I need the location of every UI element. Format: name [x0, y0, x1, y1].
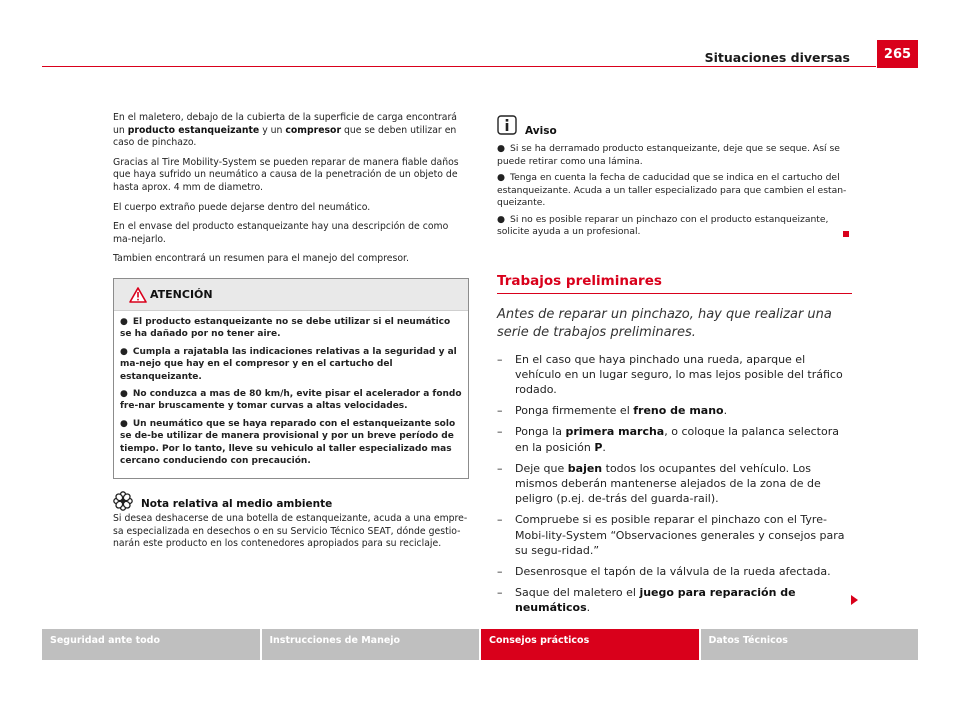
paragraph-intro: En el maletero, debajo de la cubierta de la superficie de carga encontrará un producto estanqueizante y un compresor que se deben utilizar en caso de pinchazo. — [113, 112, 458, 149]
warning-list — [114, 311, 468, 467]
paragraph-foreign-body: El cuerpo extraño puede dejarse dentro del neumático. — [113, 201, 371, 213]
section-intro: Antes de reparar un pinchazo, hay que realizar una serie de trabajos preliminares. — [497, 306, 832, 340]
environment-flower-icon — [113, 491, 133, 511]
section-title: Trabajos preliminares — [497, 273, 852, 294]
note-item: ● Si no es posible reparar un pinchazo con el producto estanqueizante, solicite ayuda a un profesional. — [497, 213, 829, 237]
warning-title: ATENCIÓN — [150, 287, 213, 301]
paragraph-tire-mobility: Gracias al Tire Mobility-System se pueden reparar de manera fiable daños que haya sufrido un neumático a causa de la penetración de un objeto de hasta aprox. 4 mm de diametro. — [113, 156, 459, 193]
step-item: – Compruebe si es posible reparar el pinchazo con el Tyre-Mobi-lity-System “Observaciones generales y consejos para su segu-ridad.” — [497, 513, 845, 557]
right-column — [497, 115, 852, 622]
warning-header — [114, 279, 468, 311]
running-header-title: Situaciones diversas — [704, 50, 850, 65]
note-title: Aviso — [525, 125, 557, 137]
warning-triangle-icon — [129, 287, 147, 303]
environment-note-title: Nota relativa al medio ambiente — [141, 498, 333, 511]
note-item: ● Tenga en cuenta la fecha de caducidad que se indica en el cartucho del estanqueizante. Acuda a un taller especializado para que cambien el estan-queizante. — [497, 172, 847, 208]
warning-item: ● No conduzca a mas de 80 km/h, evite pisar el acelerador a fondo fre-nar bruscamente y tomar curvas a altas velocidades. — [120, 388, 462, 412]
paragraph-container: En el envase del producto estanqueizante hay una descripción de como ma-nejarlo. — [113, 221, 449, 245]
end-of-note-marker — [843, 231, 849, 237]
info-note-icon — [497, 115, 517, 135]
continue-arrow-icon — [851, 595, 858, 605]
warning-box — [113, 278, 469, 479]
note-item: ● Si se ha derramado producto estanqueizante, deje que se seque. Así se puede retirar como una lámina. — [497, 143, 840, 167]
left-column — [113, 112, 469, 551]
environment-note-header — [113, 491, 469, 513]
tab-consejos[interactable]: Consejos prácticos — [481, 629, 699, 660]
tab-instrucciones[interactable]: Instrucciones de Manejo — [262, 629, 480, 660]
step-item: – Ponga firmemente el freno de mano. — [497, 404, 728, 418]
step-item: – Ponga la primera marcha, o coloque la palanca selectora en la posición P. — [497, 425, 839, 454]
warning-item: ● El producto estanqueizante no se debe utilizar si el neumático se ha dañado por no tener aire. — [120, 316, 451, 340]
steps-list — [497, 352, 852, 616]
tab-seguridad[interactable]: Seguridad ante todo — [42, 629, 260, 660]
page-number: 265 — [877, 40, 918, 68]
step-item: – Saque del maletero el juego para reparación de neumáticos. — [497, 586, 796, 615]
tab-datos-tecnicos[interactable]: Datos Técnicos — [701, 629, 919, 660]
environment-note-text: Si desea deshacerse de una botella de estanqueizante, acuda a una empre-sa especializada en desechos o en su Servicio Técnico SEAT, dónde gestio-narán este producto en los contenedores apropiados para su reciclaje. — [113, 513, 468, 550]
step-item: – En el caso que haya pinchado una rueda, aparque el vehículo en un lugar seguro, lo mas lejos posible del tráfico rodado. — [497, 352, 843, 396]
warning-item: ● Un neumático que se haya reparado con el estanqueizante solo se de-be utilizar de manera provisional y por un breve período de tiempo. Por lo tanto, lleve su vehiculo al taller especializado mas cercano conduciendo con precaución. — [120, 418, 456, 466]
header-rule — [42, 66, 876, 67]
paragraph-compressor: Tambien encontrará un resumen para el manejo del compresor. — [113, 253, 409, 265]
step-item: – Deje que bajen todos los ocupantes del vehículo. Los mismos deberán mantenerse alejados de la zona de de peligro (p.ej. de-trás del guarda-rail). — [497, 461, 821, 506]
note-header — [497, 115, 852, 139]
footer-tabs — [42, 629, 918, 660]
step-item: – Desenrosque el tapón de la válvula de la rueda afectada. — [497, 564, 831, 578]
warning-item: ● Cumpla a rajatabla las indicaciones relativas a la seguridad y al ma-nejo que hay en el compresor y en el cartucho del estanqueizante. — [120, 346, 457, 382]
